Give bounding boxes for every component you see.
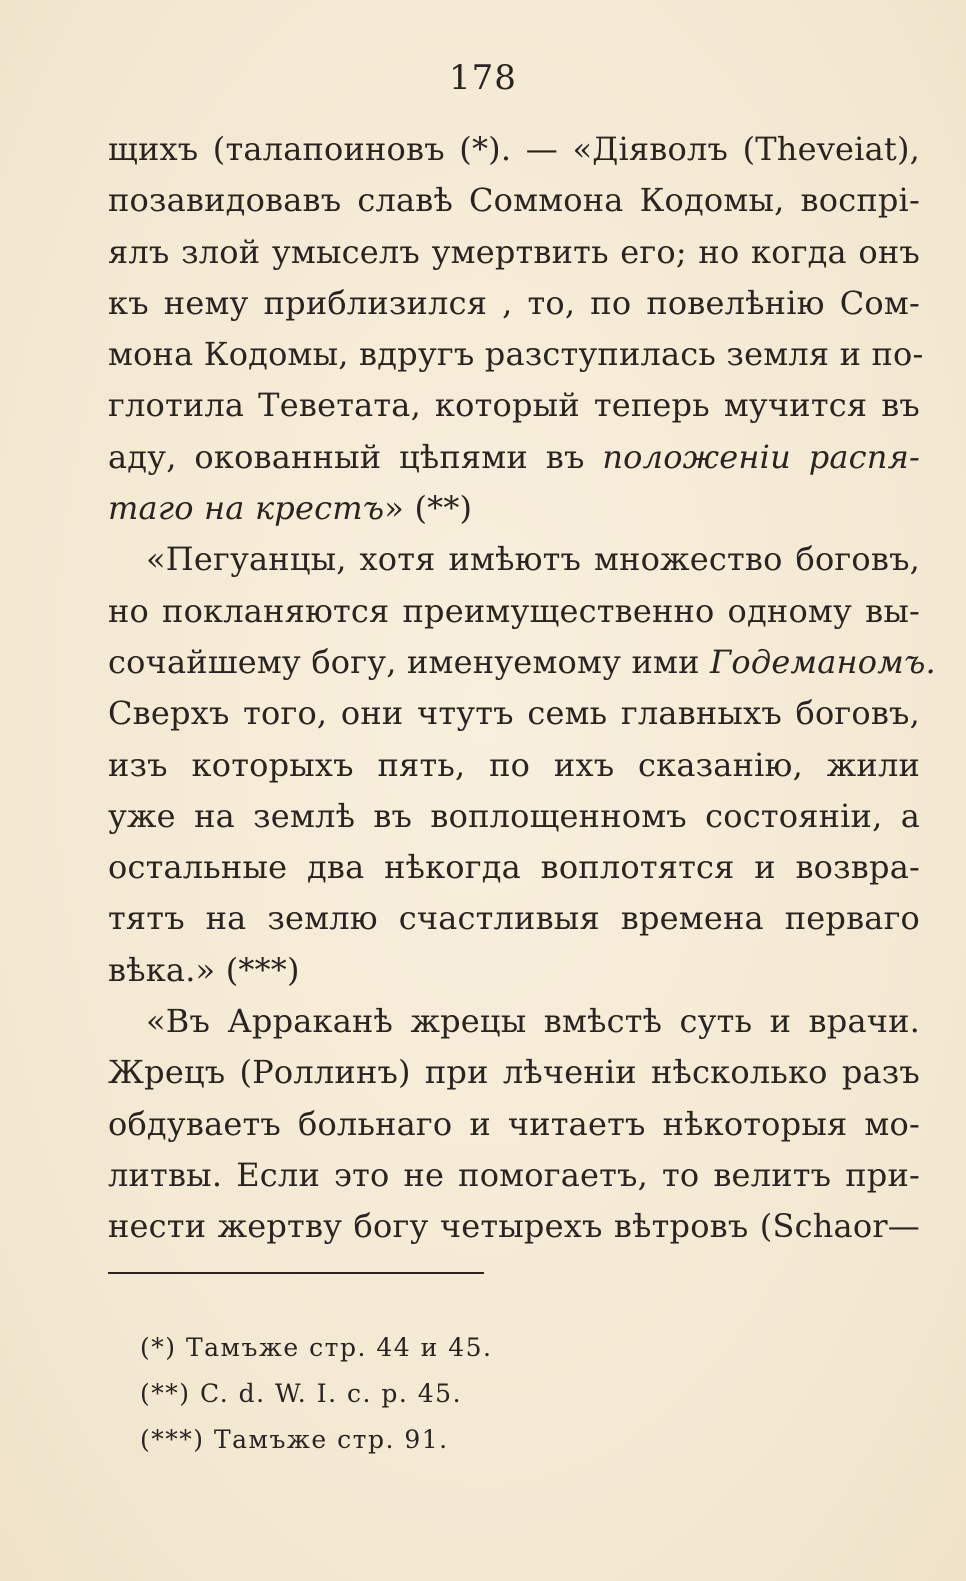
footnotes — [140, 1325, 900, 1463]
text-line — [108, 637, 936, 688]
text-line: изъ которыхъ пять, по ихъ сказанiю, жили — [108, 745, 920, 784]
body-text — [108, 124, 936, 1253]
text-line: но покланяются преимущественно одному вы- — [108, 591, 920, 630]
text-line: ялъ злой умыселъ умертвить его; но когда онъ — [108, 232, 920, 271]
text-line: остальные два нѣкогда воплотятся и возвра- — [108, 848, 920, 887]
footnote-1: (*) Тамъже стр. 44 и 45. — [140, 1333, 493, 1362]
text-line: позавидовавъ славѣ Соммона Кодомы, воспрi- — [108, 181, 920, 220]
text-line: Сверхъ того, они чтутъ семь главныхъ боговъ, — [108, 694, 920, 733]
text-line: глотила Теветата, который теперь мучится въ — [108, 386, 920, 425]
text-line — [108, 432, 920, 483]
italic-text: Годеманомъ. — [710, 642, 936, 681]
paragraph-2-cont — [108, 586, 936, 996]
footnote-divider — [108, 1272, 484, 1274]
text-line: Жрецъ (Роллинъ) при лѣченiи нѣсколько разъ — [108, 1053, 920, 1092]
paragraph-3 — [108, 996, 920, 1047]
paragraph-2 — [108, 534, 920, 585]
italic-text: таго на крестъ — [108, 489, 385, 528]
footnote-2: (**) C. d. W. I. c. p. 45. — [140, 1379, 463, 1408]
text-line: обдуваетъ больнаго и читаетъ нѣкоторыя мо- — [108, 1104, 920, 1143]
text-run: » (**) — [384, 489, 473, 528]
text-line — [108, 483, 920, 534]
text-line: щихъ (талапоиновъ (*). — «Дiяволъ (Theveiat), — [108, 130, 920, 168]
page-number: 178 — [449, 58, 517, 98]
text-line: уже на землѣ въ воплощенномъ состоянiи, а — [108, 796, 920, 835]
text-line: мона Кодомы, вдругъ разступилась земля и по- — [108, 335, 924, 374]
text-run: сочайшему богу, именуемому ими — [108, 642, 711, 681]
text-line: вѣка.» (***) — [108, 950, 300, 989]
text-line: «Въ Арраканѣ жрецы вмѣстѣ суть и врачи. — [146, 1002, 920, 1041]
italic-text: положенiи распя- — [602, 437, 921, 476]
text-line: «Пегуанцы, хотя имѣютъ множество боговъ, — [146, 540, 920, 579]
paragraph-3-cont — [108, 1047, 920, 1252]
text-line: къ нему приблизился , то, по повелѣнiю Сом- — [108, 283, 920, 322]
text-line: тятъ на землю счастливыя времена перваго — [108, 899, 920, 938]
text-line: литвы. Если это не помогаетъ, то велитъ при- — [108, 1155, 920, 1194]
text-run: аду, окованный цѣпями въ — [108, 437, 603, 476]
text-line: нести жертву богу четырехъ вѣтровъ (Schaor— — [108, 1207, 920, 1246]
footnote-3: (***) Тамъже стр. 91. — [140, 1425, 449, 1454]
paragraph-1 — [108, 124, 924, 534]
